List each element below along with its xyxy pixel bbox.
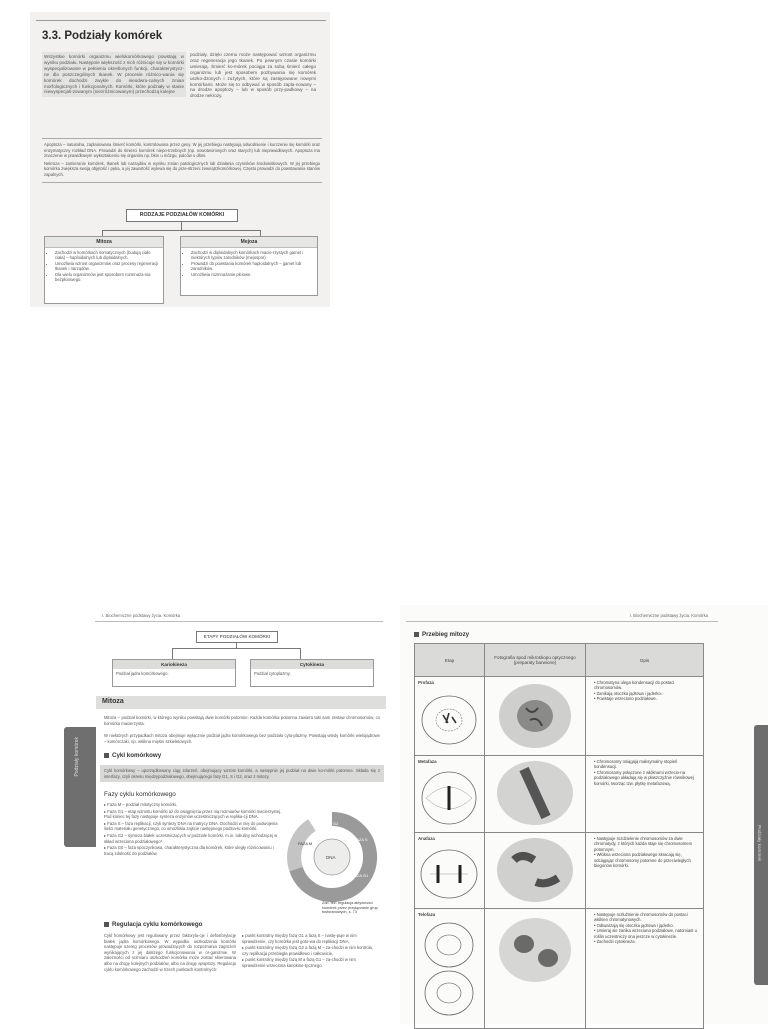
mitoza-list <box>45 250 163 282</box>
stage-cell <box>415 909 485 1029</box>
phase-label: FAZA G1 <box>352 873 369 878</box>
list-item: ▸ Faza G2 – synteza białek uczestniczących w podziale komórki, m.in. tubuliny wchodzącej w skład wrzeciona podziałowego*. <box>104 832 278 844</box>
telophase-drawing <box>416 919 482 1019</box>
metaphase-photo <box>486 757 584 829</box>
photo-cell <box>484 677 585 756</box>
header-rule <box>95 621 383 622</box>
list-item: ▸ Faza M – podział mitotyczny komórki. <box>104 802 178 807</box>
cytokineza-label: Cytokineza <box>251 660 373 669</box>
definitions-box <box>42 138 322 183</box>
desc-text: Chromosomy połączone z włóknami wrzecio-na podziałowego układają się w płaszczyźnie równikowej komórki, tworząc tzw. płytkę metafazową. <box>593 769 694 786</box>
stage-cell <box>415 833 485 909</box>
running-header: I. Biochemiczne podstawy życia. Komórka <box>102 613 181 618</box>
left-page-scan <box>0 605 393 1024</box>
desc-text: Chromosomy osiągają maksymalny stopień kondensacji. <box>593 759 678 770</box>
desc-text: Zanikają otoczka jądrowa i jąderko. <box>596 690 663 696</box>
desc-text: Odtwarzają się otoczka jądrowa i jąderko. <box>596 922 674 928</box>
list-item: • Umożliwia rozmnażanie płciowe. <box>191 272 314 277</box>
metaphase-drawing <box>416 766 482 830</box>
cytokineza-box <box>250 659 374 687</box>
stage-cell <box>415 677 485 756</box>
list-item-text: Faza G0 – faza spoczynkowa, charakterystyczna dla komórek, które uległy różnicowaniu i tracą zdolność do podziałów. <box>104 845 274 856</box>
mitoza-note: W niektórych przypadkach mitoza obejmuje wyłącznie podział jądra komórkowego bez podziału cyto-plazmy. Powstają wtedy komórki wielojądrowe – komórczaki, np. włókna mięśni szkieletowych. <box>104 733 380 744</box>
list-item: ▸ punkt kontrolny między fazą M a fazą G1 – za-chodzi w nim sprawdzenie wrzeciona kariokine-tycznego. <box>242 957 356 968</box>
top-scan <box>30 12 330 307</box>
list-item-text: Faza G2 – synteza białek uczestniczących w podziale komórki, m.in. tubuliny wchodzącej w skład wrzeciona podziałowego*. <box>104 832 278 844</box>
telophase-photo <box>486 910 584 1006</box>
desc-item: • Włókna wrzeciona podziałowego skracają się, odciągając chromosomy potomne do przeciwległych biegunów komórki. <box>593 852 691 869</box>
fazy-heading: Fazy cyklu komórkowego <box>104 791 176 798</box>
stage-name: Profaza <box>418 680 434 685</box>
desc-text: Następuje rozdzielenie chromosomów za dwie chromatydy, z których każda staje się chromosomem potomnym. <box>593 836 693 852</box>
column-header: Fotografia spod mikroskopu optycznego (preparaty barwione) <box>484 644 585 677</box>
list-item: • Umożliwia wzrost organizmów oraz procesy regeneracji tkanek i narządów. <box>55 261 160 272</box>
desc-item: • Umieraj sie zanika wrzeciona podziałowe, natomiast u roślin uczestniczy ona jeszcze w cytokinezie. <box>593 928 697 939</box>
regulacja-heading-label: Regulacja cyklu komórkowego <box>112 921 203 928</box>
kariokineza-label: Kariokineza <box>113 660 235 669</box>
kariokineza-text: Podział jądra komórkowego. <box>116 671 169 676</box>
list-item: • Zachodzi w komórkach somatycznych (budują ciało ciała) – haploidalnych lub diploidalnych. <box>55 250 160 261</box>
desc-cell <box>585 833 703 909</box>
mitoza-definition: Mitoza – podział komórki, w którego wyniku powstają dwie komórki potomne. Każda komórka potomna zawiera taki sam zestaw chromosomów, co komórka macierzysta. <box>104 715 380 726</box>
chapter-tab-label: Podziały komórek <box>74 737 80 777</box>
mitoza-heading: Mitoza <box>102 698 124 705</box>
nekroza-definition: Nekroza – zamieranie komórek, tkanek lub narządów w wyniku zmian patologicznych lub działania czynników środowiskowych. W jej przebiegu komórka zwiększa swoją objętość i pęka, a jej zawartość wylewa się do prze-strzeni zewnątrzkomórkowej. Często prowadzi do powstawania stanów zapalnych. <box>44 160 320 177</box>
cell-cycle-diagram <box>282 811 382 903</box>
list-item-text: Faza S – faza replikacji, czyli syntezy DNA na matrycy DNA. Dochodzi w niej do podwojenia ilości materiału genetycznego, co umożliwia zajście następnego podzia-łu komórki. <box>104 820 278 832</box>
desc-item: • Powstaje wrzeciono podziałowe. <box>593 696 657 702</box>
photo-cell <box>484 756 585 833</box>
bullet-square-icon <box>104 922 109 927</box>
tree-connector <box>172 648 173 659</box>
desc-text: Następuje rozluźnienie chromosomów do postaci włókien chromatynowych. <box>593 912 688 923</box>
table-header-row <box>415 644 704 677</box>
cykl-heading <box>104 752 161 759</box>
fazy-list <box>104 802 282 857</box>
mejoza-label: Mejoza <box>181 237 317 248</box>
stage-cell <box>415 756 485 833</box>
stage-name: Metafaza <box>418 759 437 764</box>
list-item: ▸ punkt kontrolny między fazą G2 a fazą M – za-chodzi w nim kontrola, czy replikacja przebiegła prawidłowo i całkowicie, <box>242 945 374 956</box>
list-item: • Prowadzi do powstania komórek haploidalnych – gamet lub zarodników. <box>191 261 314 272</box>
table-row <box>415 756 704 833</box>
przebieg-heading-label: Przebieg mitozy <box>422 631 470 638</box>
list-item: • Dla wielu organizmów jest sposobem rozmnaża-nia bezpłciowego. <box>55 272 160 283</box>
list-item-text: punkt kontrolny między fazą G2 a fazą M – za-chodzi w nim kontrola, czy replikacja przebiegła prawidłowo i całkowicie, <box>242 945 374 956</box>
table-row <box>415 909 704 1029</box>
list-item: ▸ Faza S – faza replikacji, czyli syntezy DNA na matrycy DNA. Dochodzi w niej do podwojenia ilości materiału genetycznego, co umożliwia zajście następnego podzia-łu komórki. <box>104 820 278 832</box>
phase-label: FAZA S <box>354 837 368 842</box>
desc-item: • Następuje rozdzielenie chromosomów za dwie chromatydy, z których każda staje się chromosomem potomnym. <box>593 836 693 852</box>
prophase-photo <box>486 678 584 752</box>
desc-item: • Odtwarzają się otoczka jądrowa i jąderko. <box>593 922 674 928</box>
cykl-definition: Cykl komórkowy – uporządkowany ciąg zdarzeń, obejmujący wzrost komórki, a następnie jej podział na dwie ko-mórki potomne. Składa się z interfazy, czyli okresu międzypodziałowego, obejmującego fazy G1, S i G2, oraz z mitozy. <box>100 765 384 782</box>
mejoza-list <box>181 250 317 277</box>
division-types-title: RODZAJE PODZIAŁÓW KOMÓRKI <box>126 209 238 222</box>
cykl-heading-label: Cykl komórkowy <box>112 752 162 759</box>
list-item-text: punkt kontrolny między fazą M a fazą G1 – za-chodzi w nim sprawdzenie wrzeciona kariokine-tycznego. <box>242 957 356 968</box>
table-row <box>415 677 704 756</box>
stages-title: ETAPY PODZIAŁÓW KOMÓRKI <box>196 631 278 643</box>
stage-name: Telofaza <box>418 912 436 917</box>
table-row <box>415 833 704 909</box>
tree-connector <box>172 648 300 649</box>
phase-label: FAZA M <box>298 841 313 846</box>
tree-connector <box>102 230 260 231</box>
mitosis-table <box>414 643 704 1029</box>
apoptoza-definition: Apoptoza – naturalna, zaplanowana śmierć komórki, kontrolowana przez geny. W jej przebiegu następują odwodnienie i kurczenie się komórki oraz enzymatyczny rozkład DNA. Prowadzi do śmierci komórek niepo-trzebnych (np. nowotworowych oraz starych) lub nieprawidłowych. Apoptoza ma znaczenie w prawidłowym wykształceniu się organów np. błon u mózgu, palców u dłoni. <box>44 142 320 158</box>
tree-connector <box>181 222 182 230</box>
cytokineza-text: Podział cytoplazmy. <box>254 671 291 676</box>
bullet-square-icon <box>414 632 419 637</box>
bullet-square-icon <box>104 753 109 758</box>
cycle-ring-m <box>294 825 312 869</box>
list-item: ▸ Faza G1 – etap wzrostu komórki aż do osiągnięcia przez nią rozmiarów komórki macierzystej. Pod koniec tej fazy następuje synteza enzymów uczestniczących w replika-cji DNA. <box>104 808 282 820</box>
mejoza-box <box>180 236 318 296</box>
desc-item: • Chromosomy osiągają maksymalny stopień kondensacji. <box>593 759 678 770</box>
list-item: ▸ Faza G0 – faza spoczynkowa, charakterystyczna dla komórek, które uległy różnicowaniu i tracą zdolność do podziałów. <box>104 845 274 856</box>
running-header: I. Biochemiczne podstawy życia. Komórka <box>629 613 708 618</box>
right-page-scan <box>400 605 768 1024</box>
desc-text: Zachodzi cytokineza. <box>596 939 636 945</box>
list-item-text: Faza G1 – etap wzrostu komórki aż do osiągnięcia przez nią rozmiarów komórki macierzystej. Pod koniec tej fazy następuje synteza enzymów uczestniczących w replika-cji DNA. <box>104 808 282 820</box>
photo-cell <box>484 909 585 1029</box>
desc-item: • Zachodzi cytokineza. <box>593 939 636 945</box>
regulacja-heading <box>104 921 202 928</box>
tree-connector <box>300 648 301 659</box>
desc-cell <box>585 909 703 1029</box>
checkpoints-list <box>242 933 378 970</box>
column-header: Opis <box>585 644 703 677</box>
desc-cell <box>585 677 703 756</box>
list-item: ▸ punkt kontrolny między fazą G1 a fazą S – nastę-puje w nim sprawdzenie, czy komórka jest goto-wa do replikacji DNA, <box>242 933 357 944</box>
intro-left-column: Wszystkie komórki organizmu wielokomórkowego powstają w wyniku podziału. Następnie większość z nich różnicuje się w komórki wyspecjalizowane w pełnieniu określonych funkcji, charakterystycz-ne dla poszczególnych tkanek. W procesie różnico-wania się komórek dochodzi zwykle do nieodwra-calnych zmian morfologicznych i funkcjonalnych. Komórki, które podziały w stanie niewyspecjali-zowanym (niezróżnicowanym) przechodzą kolejne <box>42 52 186 97</box>
mitoza-heading-band <box>96 696 386 709</box>
photo-cell <box>484 833 585 909</box>
list-item: • Zachodzi w diploidalnych komórkach macie-rzystych gamet i niektórych typów zarodników (mejospor). <box>191 250 314 261</box>
stage-name: Anafaza <box>418 836 435 841</box>
desc-cell <box>585 756 703 833</box>
chapter-tab <box>754 725 768 985</box>
desc-text: Chromatyna ulega kondensacji do postaci chromosomów. <box>593 680 675 691</box>
list-item-text: punkt kontrolny między fazą G1 a fazą S – nastę-puje w nim sprawdzenie, czy komórka jest goto-wa do replikacji DNA, <box>242 933 357 944</box>
desc-item: • Chromosomy połączone z włóknami wrzecio-na podziałowego układają się w płaszczyźnie równikowej komórki, tworząc tzw. płytkę metafazową. <box>593 769 694 786</box>
desc-text: Włókna wrzeciona podziałowego skracają się, odciągając chromosomy potomne do przeciwległych biegunów komórki. <box>593 852 691 869</box>
desc-item: • Następuje rozluźnienie chromosomów do postaci włókien chromatynowych. <box>593 912 688 923</box>
przebieg-heading <box>414 631 469 638</box>
regulacja-text: Cykl komórkowy jest regulowany przez faktoryla-cje i defosforylację białek jądra komórkowego. W wypadku uszkodzenia komórki następuje szereg procesów prowadzących do rozpoznania zagrożeń wynikających z jej dalszego funkcjonowania w or-ganizmie. W zależności od rozmiaru uszkodzeń komórka może zostać skierowana albo na drogę kolejnych podziałów, albo na drogę apoptozy. Regulacja cyklu komórkowego zachodzi w trzech punktach kontrolnych: <box>104 933 236 972</box>
phase-label: FAZA G2 <box>322 821 339 826</box>
header-rule <box>36 20 326 21</box>
chapter-tab <box>64 727 96 847</box>
anaphase-photo <box>486 834 584 906</box>
prophase-drawing <box>416 687 482 753</box>
column-header: Etap <box>415 644 485 677</box>
header-rule <box>406 621 718 622</box>
anaphase-drawing <box>416 843 482 905</box>
chapter-tab-label: Podziały komórek <box>757 825 762 862</box>
desc-text: Umieraj sie zanika wrzeciona podziałowe, natomiast u roślin uczestniczy ona jeszcze w cytokinezie. <box>593 928 697 939</box>
kariokineza-box <box>112 659 236 687</box>
mitoza-box <box>44 236 164 304</box>
section-title: 3.3. Podziały komórek <box>42 30 163 42</box>
dna-label: DNA <box>326 855 336 860</box>
desc-item: • Zanikają otoczka jądrowa i jąderko. <box>593 690 663 696</box>
desc-text: Powstaje wrzeciono podziałowe. <box>596 696 657 702</box>
mitoza-label: Mitoza <box>45 237 163 248</box>
intro-right-column: podziały, dzięki czemu może następować wzrost organizmu oraz regeneracja jego tkanek. Po pewnym czasie komórki umierają. Śmierć ko-mórek pociąga za sobą śmierć całego organizmu lub jest sposobem pozbywania się komórek uszko-dzonych i zużytych, które są zastępowane nowymi komórkami. Może się to odbywać w sposób zapla-nowany – na drodze apoptozy – lub w sposób przy-padkowy – na drodze nekrozy. <box>190 52 316 99</box>
list-item-text: Faza M – podział mitotyczny komórki. <box>107 802 178 807</box>
cycle-caption: Zob. też: regulacja aktywności komórek przez przyłączanie grup fosforanowych, s. 73 <box>322 901 378 915</box>
desc-item: • Chromatyna ulega kondensacji do postaci chromosomów. <box>593 680 675 691</box>
